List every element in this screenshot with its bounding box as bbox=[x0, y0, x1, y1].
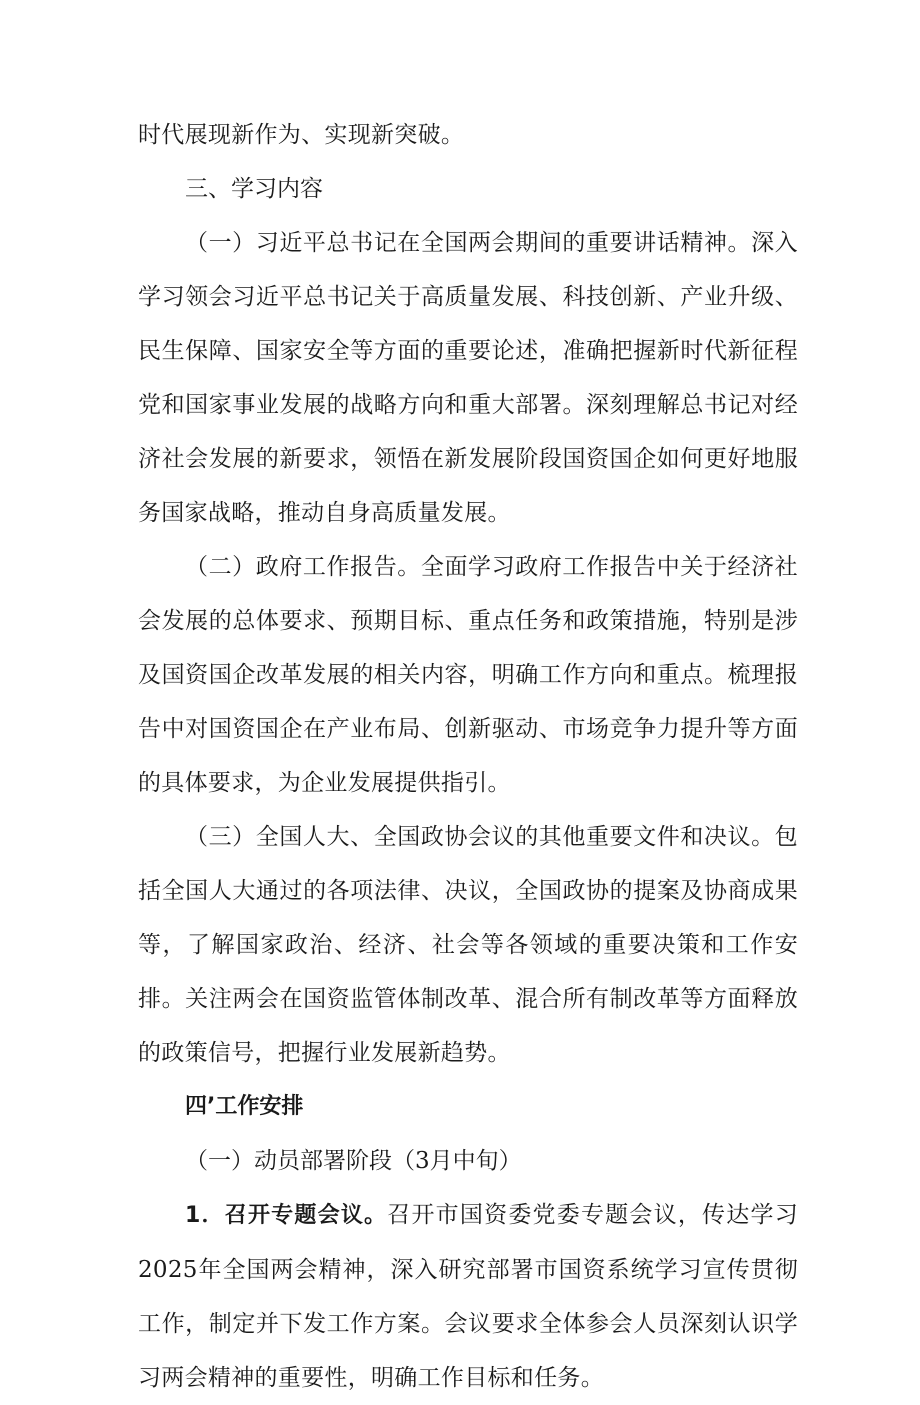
paragraph-item-3: （三）全国人大、全国政协会议的其他重要文件和决议。包括全国人大通过的各项法律、决议，全国政协的提案及协商成果等，了解国家政治、经济、社会等各领域的重要决策和工作安排。关注两会在国资监管体制改革、混合所有制改革等方面释放的政策信号，把握行业发展新趋势。 bbox=[138, 824, 798, 1066]
section-heading-study-content: 三、学习内容 bbox=[185, 176, 323, 202]
subsection-heading-mobilization: （一）动员部署阶段（3月中旬） bbox=[185, 1148, 522, 1174]
section-heading-work-arrangement: 四’工作安排 bbox=[185, 1094, 304, 1119]
paragraph-item-2: （二）政府工作报告。全面学习政府工作报告中关于经济社会发展的总体要求、预期目标、重点任务和政策措施，特别是涉及国资国企改革发展的相关内容，明确工作方向和重点。梳理报告中对国资国企在产业布局、创新驱动、市场竞争力提升等方面的具体要求，为企业发展提供指引。 bbox=[138, 554, 798, 796]
paragraph-special-meeting bbox=[138, 1188, 798, 1405]
paragraph-item-1: （一）习近平总书记在全国两会期间的重要讲话精神。深入学习领会习近平总书记关于高质量发展、科技创新、产业升级、民生保障、国家安全等方面的重要论述，准确把握新时代新征程党和国家事业发展的战略方向和重大部署。深刻理解总书记对经济社会发展的新要求，领悟在新发展阶段国资国企如何更好地服务国家战略，推动自身高质量发展。 bbox=[138, 230, 798, 526]
item-body-text: 召开市国资委党委专题会议，传达学习2025年全国两会精神，深入研究部署市国资系统学习宣传贯彻工作，制定并下发工作方案。会议要求全体参会人员深刻认识学习两会精神的重要性，明确工作目标和任务。 bbox=[138, 1202, 798, 1391]
document-page bbox=[138, 108, 798, 1405]
paragraph-continuation: 时代展现新作为、实现新突破。 bbox=[138, 122, 465, 148]
item-lead-title: 1．召开专题会议。 bbox=[185, 1203, 388, 1228]
